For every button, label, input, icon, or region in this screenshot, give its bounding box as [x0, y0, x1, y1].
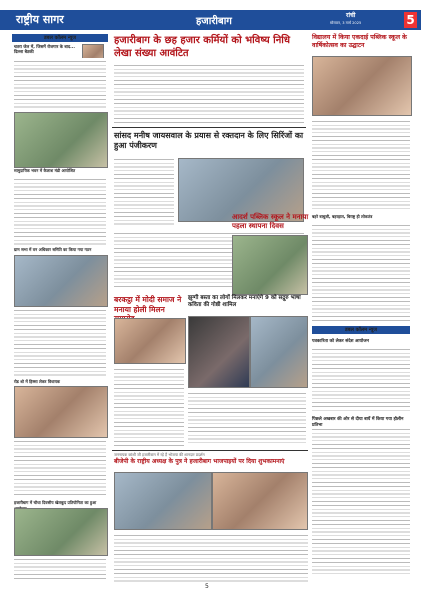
news-photo	[312, 56, 412, 116]
story-headline: सांसद मनीष जायसवाल के प्रयास से रक्तदान के लिए सिरिंजों का हुआ पंजीकरण	[114, 131, 304, 150]
divider	[112, 127, 306, 128]
page-number: 5	[404, 12, 417, 28]
body-text	[14, 58, 106, 110]
brief-headline: चतरा जेल में, जिसमें रोजगार के बाद... दिल्ला बैठकी	[14, 44, 75, 54]
story-headline: बीजेपी के राष्ट्रीय अध्यक्ष के पुत्र ने हजारीबाग भाजपाइयों पर दिया शुभकामनाएं	[114, 458, 285, 465]
news-photo	[14, 255, 108, 307]
news-photo	[14, 386, 108, 438]
story-headline: आदर्श पब्लिक स्कूल ने मनाया पहला स्थापना दिवस	[232, 213, 309, 230]
body-text	[114, 532, 308, 582]
right-column-label: डबल कॉलम न्यूज	[312, 326, 410, 334]
brief-headline: रोड शो में हिस्सा लेकर विधायक	[14, 379, 60, 384]
body-text	[312, 118, 410, 210]
masthead-city: हजारीबाग	[196, 16, 232, 27]
divider	[112, 450, 308, 451]
news-photo	[14, 508, 108, 556]
news-photo	[114, 318, 186, 364]
brief-headline: हजारीबाग में चौथा दिवसीय खेलकूद प्रतियोगिता का हुआ	[14, 500, 97, 505]
body-text	[14, 438, 106, 498]
lead-headline: हजारीबाग के छह हजार कर्मियों को भविष्य निधि लेखा संख्या आवंटित	[114, 35, 291, 59]
brief-headline: सामुदायिक भवन में कैलाश मंडी आयोजित	[14, 168, 76, 173]
news-photo	[188, 316, 250, 388]
body-text	[114, 156, 174, 226]
left-column-label: डबल कॉलम न्यूज	[12, 34, 108, 42]
body-text	[312, 346, 410, 412]
body-text	[14, 556, 106, 580]
masthead-meta: सोमवार, 3 मार्च 2025	[330, 21, 362, 25]
brief-headline: पत्रकारिता को लेकर संदेश आयोजन	[312, 339, 369, 344]
footer	[0, 582, 421, 595]
news-photo	[232, 235, 308, 295]
body-text	[312, 426, 410, 576]
body-text	[14, 307, 106, 377]
news-photo	[250, 316, 308, 388]
brief-headline: पिछले अखबार की ओर से दीया बायें में किया गया होलीन	[312, 417, 404, 422]
story-headline: बरकट्ठा में मोदी समाज ने मनाया होली मिलन	[114, 295, 182, 314]
footer-page-number: 5	[205, 583, 209, 590]
body-text	[14, 176, 106, 246]
masthead-day: रांची	[346, 12, 356, 19]
brief-headline: ग्राम सभा में वन अधिकार समिति का किया गया गठन	[14, 247, 92, 252]
body-text	[312, 222, 410, 322]
brief-headline: बहरे बाबूजी, बहरहाल, बिराष्ट्र ही लोकतंत्र	[312, 214, 373, 219]
story-headline: विद्यालय में किया एकदाई पब्लिक स्कूल के वार्षिकोत्सव का उद्घाटन	[312, 34, 407, 49]
body-text	[114, 366, 184, 446]
masthead-title: राष्ट्रीय सागर	[16, 13, 64, 26]
story-headline: झुग्गी बस्ता का लोगों मिलकर मनाएंगे 9 को सद्गुरु भाषा कविता की गोष्ठी शामिल	[188, 295, 301, 309]
news-photo	[14, 112, 108, 168]
news-photo	[212, 472, 308, 530]
story-kicker: जननायक कांशी जी हजारीबाग में रहे हैं भोजपा की शानदार प्रदर्शन	[114, 452, 205, 457]
body-text	[114, 62, 304, 124]
body-text	[188, 390, 306, 446]
news-photo	[114, 472, 212, 530]
